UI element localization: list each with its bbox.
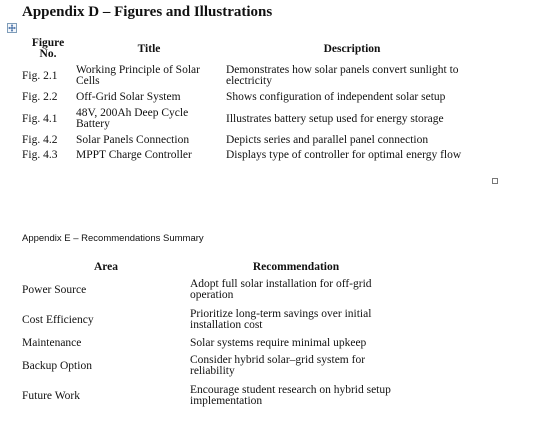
figure-number: Fig. 2.2 bbox=[22, 91, 58, 103]
area-cell: Future Work bbox=[22, 389, 80, 402]
recommendation-cell: Solar systems require minimal upkeep bbox=[190, 336, 367, 349]
table-row bbox=[22, 335, 402, 351]
figure-title: Solar Panels Connection bbox=[76, 134, 190, 146]
figure-title: 48V, 200Ah Deep Cycle Battery bbox=[76, 107, 189, 130]
recommendations-table bbox=[22, 260, 402, 411]
recommendation-cell: Prioritize long-term savings over initial installation cost bbox=[190, 308, 372, 331]
header-figure-no bbox=[22, 36, 74, 62]
figure-description: Displays type of controller for optimal energy flow bbox=[226, 149, 462, 161]
figure-number: Fig. 4.1 bbox=[22, 112, 58, 125]
table-row bbox=[22, 90, 480, 105]
appendix-e-heading: Appendix E – Recommendations Summary bbox=[22, 233, 204, 244]
figures-table-header bbox=[22, 36, 480, 62]
figures-table bbox=[22, 36, 480, 163]
table-row bbox=[22, 351, 402, 381]
recommendations-table-header bbox=[22, 260, 402, 275]
table-row bbox=[22, 148, 480, 163]
figure-title: Off-Grid Solar System bbox=[76, 91, 181, 103]
header-area: Area bbox=[93, 261, 119, 273]
header-figure-no-line2: No. bbox=[39, 48, 57, 60]
recommendation-cell: Encourage student research on hybrid setup implementation bbox=[190, 384, 391, 407]
header-figure-no-line1: Figure bbox=[31, 37, 65, 49]
table-row bbox=[22, 133, 480, 148]
figure-number: Fig. 4.2 bbox=[22, 134, 58, 146]
header-recommendation: Recommendation bbox=[252, 261, 340, 273]
table-row bbox=[22, 305, 402, 335]
move-arrows-glyph bbox=[8, 24, 16, 32]
figure-title: Working Principle of Solar Cells bbox=[76, 64, 200, 87]
table-row bbox=[22, 62, 480, 90]
recommendation-cell: Adopt full solar installation for off-grid operation bbox=[190, 278, 372, 301]
figure-description: Depicts series and parallel panel connection bbox=[226, 134, 429, 146]
area-cell: Backup Option bbox=[22, 359, 92, 372]
figure-title: MPPT Charge Controller bbox=[76, 149, 192, 161]
table-row bbox=[22, 105, 480, 133]
figure-number: Fig. 2.1 bbox=[22, 69, 58, 82]
move-arrows-icon[interactable] bbox=[7, 23, 17, 33]
header-title: Title bbox=[137, 42, 161, 55]
figure-description: Shows configuration of independent solar setup bbox=[226, 91, 446, 103]
appendix-d-heading: Appendix D – Figures and Illustrations bbox=[22, 4, 273, 20]
recommendation-cell: Consider hybrid solar–grid system for reliability bbox=[190, 354, 366, 377]
resize-handle-icon[interactable] bbox=[492, 178, 498, 184]
area-cell: Maintenance bbox=[22, 336, 82, 349]
figure-number: Fig. 4.3 bbox=[22, 149, 58, 161]
table-row bbox=[22, 381, 402, 411]
table-row bbox=[22, 275, 402, 305]
area-cell: Cost Efficiency bbox=[22, 313, 94, 326]
figure-description: Demonstrates how solar panels convert sunlight to electricity bbox=[226, 64, 459, 87]
figure-description: Illustrates battery setup used for energy storage bbox=[226, 112, 444, 125]
area-cell: Power Source bbox=[22, 283, 87, 296]
header-description: Description bbox=[323, 42, 381, 55]
